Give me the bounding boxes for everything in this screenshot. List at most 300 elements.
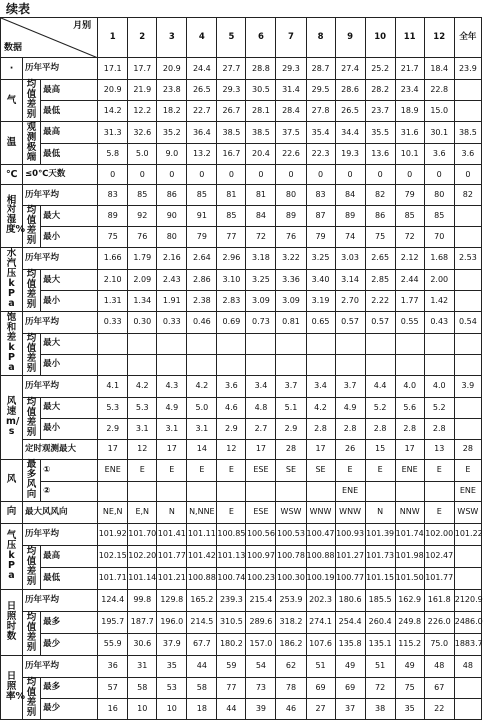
data-cell: 82: [454, 185, 481, 206]
element-label: [1, 122, 23, 165]
data-cell: 1883.7: [454, 633, 481, 655]
data-cell: 82: [365, 185, 395, 206]
table-row: [1, 122, 482, 144]
data-cell: 80: [157, 226, 187, 247]
data-cell: 0.69: [217, 311, 246, 333]
element-label: [1, 58, 23, 80]
data-cell: 4.2: [306, 397, 335, 418]
data-cell: 28.6: [335, 80, 365, 101]
data-cell: 3.4: [306, 375, 335, 397]
element-label-text: 均值差别: [26, 205, 37, 246]
data-cell: 129.8: [157, 589, 187, 611]
data-cell: 202.3: [306, 589, 335, 611]
data-cell: 22.3: [306, 144, 335, 165]
data-cell: 2120.9: [454, 589, 481, 611]
data-cell: 274.1: [306, 611, 335, 633]
corner-cell: [1, 18, 98, 58]
data-cell: 31: [128, 655, 157, 677]
data-cell: 28.8: [246, 58, 276, 80]
element-label-text: 相对湿度%: [6, 194, 26, 236]
data-cell: 32.6: [128, 122, 157, 144]
month-header: 6: [246, 18, 276, 58]
data-cell: 39: [246, 698, 276, 719]
data-cell: 101.41: [157, 523, 187, 545]
data-cell: 89: [335, 206, 365, 227]
data-cell: 3.6: [217, 375, 246, 397]
data-cell: 4.4: [365, 375, 395, 397]
data-cell: 0: [276, 165, 306, 185]
data-cell: 30.5: [246, 80, 276, 101]
data-cell: 26.7: [217, 101, 246, 122]
table-row: [1, 80, 482, 101]
data-cell: 19.3: [335, 144, 365, 165]
data-cell: ESE: [246, 459, 276, 481]
data-cell: 75: [98, 226, 128, 247]
data-cell: 27.8: [306, 101, 335, 122]
data-cell: 31.6: [395, 122, 424, 144]
element-label: [23, 611, 41, 655]
element-label-text: ℃: [6, 168, 18, 180]
row-label: 最低: [41, 144, 98, 165]
data-cell: 85: [128, 185, 157, 206]
data-cell: 0: [335, 165, 365, 185]
data-cell: 79: [395, 185, 424, 206]
data-cell: [454, 545, 481, 567]
month-header: 2: [128, 18, 157, 58]
data-cell: 100.97: [246, 545, 276, 567]
element-label: [23, 206, 41, 248]
data-cell: 3.18: [246, 247, 276, 269]
data-cell: 1.77: [395, 290, 424, 311]
month-header: 11: [395, 18, 424, 58]
data-cell: 101.27: [335, 545, 365, 567]
data-cell: 81: [217, 185, 246, 206]
data-cell: [128, 481, 157, 501]
data-cell: 26.5: [335, 101, 365, 122]
table-row: [1, 101, 482, 122]
data-cell: 49: [335, 655, 365, 677]
row-label: 历年平均: [23, 375, 98, 397]
table-row: [1, 567, 482, 589]
data-cell: 101.98: [395, 545, 424, 567]
month-header: 8: [306, 18, 335, 58]
data-cell: 1.42: [424, 290, 454, 311]
data-cell: WSW: [454, 501, 481, 523]
data-cell: 23.7: [365, 101, 395, 122]
data-cell: 260.4: [365, 611, 395, 633]
data-cell: 0: [306, 165, 335, 185]
data-cell: WNW: [306, 501, 335, 523]
data-cell: E,N: [128, 501, 157, 523]
header-row: [1, 18, 482, 58]
data-cell: 80: [424, 185, 454, 206]
data-cell: 31.3: [98, 122, 128, 144]
element-label: [1, 165, 23, 185]
element-label: [23, 545, 41, 589]
table-row: [1, 58, 482, 80]
table-row: [1, 459, 482, 481]
data-cell: 2.8: [335, 418, 365, 439]
element-label: [1, 185, 26, 248]
row-label: 历年平均: [23, 247, 98, 269]
data-cell: 38.5: [246, 122, 276, 144]
data-cell: 162.9: [395, 589, 424, 611]
data-cell: 67.7: [187, 633, 217, 655]
table-row: [1, 144, 482, 165]
table-row: [1, 655, 482, 677]
element-label-text: 风速m/s: [6, 395, 20, 437]
data-cell: 10.1: [395, 144, 424, 165]
data-cell: [335, 333, 365, 354]
data-cell: 27: [306, 698, 335, 719]
data-cell: 102.47: [424, 545, 454, 567]
data-cell: 59: [217, 655, 246, 677]
element-label: [1, 247, 23, 311]
data-cell: 101.39: [365, 523, 395, 545]
data-cell: [98, 354, 128, 375]
data-cell: 34.4: [335, 122, 365, 144]
data-cell: 185.5: [365, 589, 395, 611]
data-cell: 15: [365, 439, 395, 459]
data-cell: 90: [157, 206, 187, 227]
data-cell: 89: [276, 206, 306, 227]
data-cell: 73: [246, 677, 276, 698]
data-cell: 101.92: [98, 523, 128, 545]
data-cell: 0.55: [395, 311, 424, 333]
data-cell: 22.7: [187, 101, 217, 122]
element-label-text: 均值差别: [26, 611, 37, 653]
data-cell: 3.7: [276, 375, 306, 397]
data-cell: 4.8: [246, 397, 276, 418]
data-cell: 0.33: [98, 311, 128, 333]
data-cell: 101.73: [365, 545, 395, 567]
data-cell: [454, 206, 481, 227]
data-cell: 1.31: [98, 290, 128, 311]
table-row: [1, 354, 482, 375]
data-cell: 100.74: [217, 567, 246, 589]
data-cell: E: [128, 459, 157, 481]
data-cell: 14.2: [98, 101, 128, 122]
data-cell: 4.0: [395, 375, 424, 397]
data-cell: 161.8: [424, 589, 454, 611]
data-cell: WNW: [335, 501, 365, 523]
data-cell: 26: [335, 439, 365, 459]
data-cell: 3.10: [217, 269, 246, 290]
data-cell: 102.00: [424, 523, 454, 545]
element-label-text: 温: [6, 137, 17, 149]
data-cell: 38.5: [454, 122, 481, 144]
data-cell: 226.0: [424, 611, 454, 633]
data-cell: 5.3: [98, 397, 128, 418]
data-cell: 2.10: [98, 269, 128, 290]
data-cell: 28.2: [365, 80, 395, 101]
data-cell: 100.53: [276, 523, 306, 545]
data-cell: 12: [217, 439, 246, 459]
data-cell: 135.8: [335, 633, 365, 655]
data-cell: [276, 354, 306, 375]
data-cell: 100.78: [276, 545, 306, 567]
data-cell: 18.2: [157, 101, 187, 122]
table-row: [1, 269, 482, 290]
element-label-text: 气压kPa: [6, 529, 17, 581]
data-cell: 310.5: [217, 611, 246, 633]
data-cell: 28: [276, 439, 306, 459]
data-cell: 135.1: [365, 633, 395, 655]
data-cell: 75.0: [424, 633, 454, 655]
data-cell: 101.42: [187, 545, 217, 567]
data-cell: NNW: [395, 501, 424, 523]
data-cell: 3.7: [335, 375, 365, 397]
data-cell: 115.2: [395, 633, 424, 655]
data-cell: 92: [128, 206, 157, 227]
data-cell: [157, 481, 187, 501]
data-cell: 35.5: [365, 122, 395, 144]
table-row: [1, 523, 482, 545]
data-cell: 38.5: [217, 122, 246, 144]
data-cell: 13: [424, 439, 454, 459]
data-cell: 3.1: [187, 418, 217, 439]
data-cell: [335, 354, 365, 375]
data-cell: 17: [306, 439, 335, 459]
data-cell: E: [454, 459, 481, 481]
row-label: 最高: [41, 545, 98, 567]
data-cell: 28.4: [276, 101, 306, 122]
data-cell: 101.74: [395, 523, 424, 545]
data-cell: [128, 354, 157, 375]
element-label: [23, 269, 41, 311]
data-cell: 36.4: [187, 122, 217, 144]
data-cell: 102.15: [98, 545, 128, 567]
data-cell: 14: [187, 439, 217, 459]
data-cell: [424, 354, 454, 375]
data-cell: 27.4: [335, 58, 365, 80]
data-cell: 0.65: [306, 311, 335, 333]
data-cell: 3.25: [246, 269, 276, 290]
row-label: 最大: [41, 397, 98, 418]
data-cell: 100.77: [335, 567, 365, 589]
data-cell: E: [157, 459, 187, 481]
data-cell: 15.0: [424, 101, 454, 122]
data-cell: 2.22: [365, 290, 395, 311]
data-cell: [454, 698, 481, 719]
data-cell: 23.9: [454, 58, 481, 80]
data-cell: 83: [98, 185, 128, 206]
data-cell: 20.9: [157, 58, 187, 80]
data-cell: [187, 481, 217, 501]
data-cell: 2.9: [98, 418, 128, 439]
data-cell: 2.9: [217, 418, 246, 439]
data-cell: 4.0: [424, 375, 454, 397]
data-cell: 214.5: [187, 611, 217, 633]
data-cell: 13.2: [187, 144, 217, 165]
data-cell: 28.7: [306, 58, 335, 80]
data-cell: 2486.0: [454, 611, 481, 633]
data-cell: 165.2: [187, 589, 217, 611]
data-cell: 22: [424, 698, 454, 719]
data-cell: 101.14: [128, 567, 157, 589]
row-label: 最大: [41, 206, 98, 227]
data-cell: 99.8: [128, 589, 157, 611]
data-cell: 35.4: [306, 122, 335, 144]
data-cell: 124.4: [98, 589, 128, 611]
data-cell: 101.77: [424, 567, 454, 589]
row-label: 最少: [41, 633, 98, 655]
data-cell: [424, 333, 454, 354]
data-cell: 2.9: [276, 418, 306, 439]
data-cell: SE: [306, 459, 335, 481]
data-cell: 195.7: [98, 611, 128, 633]
data-cell: 100.85: [217, 523, 246, 545]
data-cell: 37.9: [157, 633, 187, 655]
data-cell: 0.30: [128, 311, 157, 333]
data-cell: 0.46: [187, 311, 217, 333]
data-cell: 0: [424, 165, 454, 185]
table-row: [1, 418, 482, 439]
data-cell: 3.9: [454, 375, 481, 397]
data-cell: NE,N: [98, 501, 128, 523]
data-cell: 100.30: [276, 567, 306, 589]
data-cell: 3.25: [306, 247, 335, 269]
data-cell: 2.44: [395, 269, 424, 290]
data-cell: [454, 567, 481, 589]
data-cell: [217, 481, 246, 501]
data-cell: [276, 333, 306, 354]
data-cell: 0.81: [276, 311, 306, 333]
data-cell: 0.73: [246, 311, 276, 333]
data-cell: WSW: [276, 501, 306, 523]
data-cell: N: [157, 501, 187, 523]
month-header: 12: [424, 18, 454, 58]
data-cell: 9.0: [157, 144, 187, 165]
data-cell: 10: [157, 698, 187, 719]
data-cell: 79: [306, 226, 335, 247]
data-cell: 31.4: [276, 80, 306, 101]
data-cell: 36: [98, 655, 128, 677]
data-cell: 215.4: [246, 589, 276, 611]
data-cell: 5.1: [276, 397, 306, 418]
element-label: [23, 459, 41, 501]
data-cell: [395, 354, 424, 375]
data-cell: 5.0: [187, 397, 217, 418]
data-cell: 101.22: [454, 523, 481, 545]
data-cell: 28: [454, 439, 481, 459]
data-cell: 28.1: [246, 101, 276, 122]
table-row: [1, 311, 482, 333]
data-cell: 37.5: [276, 122, 306, 144]
data-cell: 3.19: [306, 290, 335, 311]
data-cell: 102.20: [128, 545, 157, 567]
data-cell: 157.0: [246, 633, 276, 655]
data-cell: 5.0: [128, 144, 157, 165]
data-cell: 2.83: [217, 290, 246, 311]
data-cell: 22.6: [276, 144, 306, 165]
data-cell: 180.2: [217, 633, 246, 655]
table-row: [1, 481, 482, 501]
data-cell: 57: [98, 677, 128, 698]
data-cell: 91: [187, 206, 217, 227]
data-cell: 101.13: [217, 545, 246, 567]
data-cell: [128, 333, 157, 354]
table-row: [1, 226, 482, 247]
month-header: 9: [335, 18, 365, 58]
data-cell: 87: [306, 206, 335, 227]
table-row: [1, 698, 482, 719]
data-cell: 101.71: [98, 567, 128, 589]
data-cell: [217, 354, 246, 375]
data-cell: 2.43: [157, 269, 187, 290]
data-cell: ENE: [454, 481, 481, 501]
data-cell: 0.54: [454, 311, 481, 333]
data-cell: 100.88: [187, 567, 217, 589]
data-cell: [454, 80, 481, 101]
data-cell: 100.93: [335, 523, 365, 545]
data-cell: 62: [276, 655, 306, 677]
month-header: 3: [157, 18, 187, 58]
data-cell: 4.3: [157, 375, 187, 397]
data-cell: 0: [365, 165, 395, 185]
data-cell: [306, 333, 335, 354]
data-cell: [276, 481, 306, 501]
data-cell: E: [187, 459, 217, 481]
data-cell: 5.3: [128, 397, 157, 418]
row-label: 最大: [41, 269, 98, 290]
element-label-text: 气: [6, 94, 17, 106]
table-row: [1, 633, 482, 655]
data-cell: 0: [454, 165, 481, 185]
data-cell: 77: [217, 677, 246, 698]
data-cell: 16.7: [217, 144, 246, 165]
row-label: 历年平均: [23, 655, 98, 677]
data-cell: 17.1: [98, 58, 128, 80]
data-cell: 2.85: [365, 269, 395, 290]
data-cell: 2.38: [187, 290, 217, 311]
data-cell: [246, 354, 276, 375]
data-cell: 5.8: [98, 144, 128, 165]
data-cell: 17: [395, 439, 424, 459]
data-cell: 100.88: [306, 545, 335, 567]
data-cell: 289.6: [246, 611, 276, 633]
row-label: ≤0℃天数: [23, 165, 98, 185]
data-cell: 254.4: [335, 611, 365, 633]
table-row: [1, 333, 482, 354]
data-cell: E: [217, 459, 246, 481]
element-label: [23, 677, 41, 719]
data-cell: [187, 333, 217, 354]
data-cell: 4.9: [157, 397, 187, 418]
data-cell: 100.56: [246, 523, 276, 545]
data-cell: 4.2: [187, 375, 217, 397]
row-label: 最多: [41, 677, 98, 698]
element-label-text: 均值差别: [26, 676, 37, 718]
element-label-text: 均值差别: [26, 396, 37, 438]
data-cell: 3.1: [128, 418, 157, 439]
element-label: [1, 501, 23, 523]
element-label-text: 饱和差kPa: [6, 311, 17, 373]
data-cell: 38: [365, 698, 395, 719]
data-cell: [365, 333, 395, 354]
data-cell: 86: [365, 206, 395, 227]
data-cell: 0.43: [424, 311, 454, 333]
data-cell: 58: [187, 677, 217, 698]
data-cell: 75: [395, 677, 424, 698]
data-cell: 101.50: [395, 567, 424, 589]
data-cell: 318.2: [276, 611, 306, 633]
data-cell: 51: [306, 655, 335, 677]
data-cell: 44: [187, 655, 217, 677]
element-label-text: 日照率%: [6, 670, 26, 702]
table-row: [1, 375, 482, 397]
table-row: [1, 185, 482, 206]
